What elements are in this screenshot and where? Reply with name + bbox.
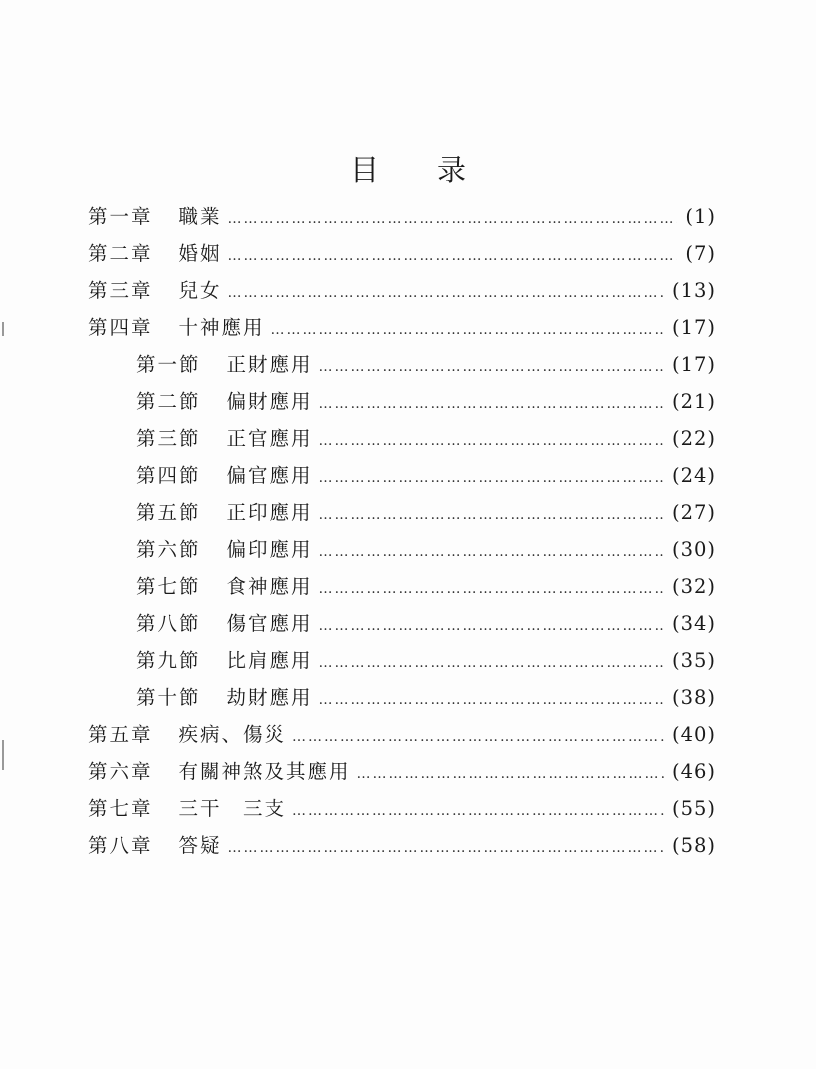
entry-title: 婚姻 [178,242,222,265]
toc-subentry[interactable] [88,494,716,531]
entry-title: 兒女 [178,279,222,302]
page-number: (38) [671,686,716,709]
page-number: (46) [671,760,716,783]
toc-subentry[interactable] [88,568,716,605]
toc-subentry[interactable] [88,383,716,420]
chapter-label: 第五章 [88,723,153,746]
entry-title: 正財應用 [226,353,313,376]
section-label: 第一節 [136,353,201,376]
dot-leader [319,497,664,534]
dot-leader [319,608,664,645]
section-label: 第十節 [136,686,201,709]
section-label: 第七節 [136,575,201,598]
toc-subentry[interactable] [88,531,716,568]
page-number: (30) [671,538,716,561]
page-number: (27) [671,501,716,524]
page-number: (13) [671,279,716,302]
entry-title: 疾病、傷災 [178,723,287,746]
toc-entry[interactable] [88,235,716,272]
toc-subentry[interactable] [88,642,716,679]
chapter-label: 第四章 [88,316,153,339]
section-label: 第八節 [136,612,201,635]
page-number: (35) [671,649,716,672]
section-label: 第九節 [136,649,201,672]
page-number: (40) [671,723,716,746]
scan-edge-mark [2,322,4,336]
dot-leader [319,682,664,719]
entry-title: 劫財應用 [226,686,313,709]
scan-edge-mark [2,740,4,770]
page-number: (22) [671,427,716,450]
dot-leader [271,312,664,349]
dot-leader [228,275,664,312]
page-number: (17) [671,316,716,339]
dot-leader [228,201,678,238]
chapter-label: 第一章 [88,205,153,228]
entry-title: 傷官應用 [226,612,313,635]
page-number: (34) [671,612,716,635]
entry-title: 有關神煞及其應用 [178,760,351,783]
toc-subentry[interactable] [88,420,716,457]
entry-title: 正官應用 [226,427,313,450]
page-number: (17) [671,353,716,376]
dot-leader [319,645,664,682]
chapter-label: 第八章 [88,834,153,857]
entry-title: 偏財應用 [226,390,313,413]
toc-entry[interactable] [88,716,716,753]
section-label: 第四節 [136,464,201,487]
toc-subentry[interactable] [88,346,716,383]
dot-leader [228,238,678,275]
toc-subentry[interactable] [88,679,716,716]
page-number: (21) [671,390,716,413]
dot-leader [319,571,664,608]
entry-title: 食神應用 [226,575,313,598]
toc-subentry[interactable] [88,457,716,494]
entry-title: 三干 三支 [178,797,287,820]
entry-title: 答疑 [178,834,222,857]
section-label: 第三節 [136,427,201,450]
dot-leader [357,756,664,793]
page-number: (55) [671,797,716,820]
entry-title: 偏印應用 [226,538,313,561]
toc-entry[interactable] [88,309,716,346]
dot-leader [292,793,664,830]
entry-title: 偏官應用 [226,464,313,487]
page-number: (32) [671,575,716,598]
table-of-contents [88,198,716,864]
dot-leader [319,460,664,497]
page-number: (1) [685,205,716,228]
page-number: (24) [671,464,716,487]
dot-leader [319,423,664,460]
section-label: 第五節 [136,501,201,524]
section-label: 第六節 [136,538,201,561]
entry-title: 正印應用 [226,501,313,524]
toc-entry[interactable] [88,272,716,309]
toc-entry[interactable] [88,198,716,235]
toc-entry[interactable] [88,827,716,864]
entry-title: 十神應用 [178,316,265,339]
chapter-label: 第二章 [88,242,153,265]
page-number: (7) [685,242,716,265]
chapter-label: 第三章 [88,279,153,302]
dot-leader [319,534,664,571]
page-number: (58) [671,834,716,857]
dot-leader [228,830,664,867]
entry-title: 比肩應用 [226,649,313,672]
dot-leader [319,386,664,423]
section-label: 第二節 [136,390,201,413]
dot-leader [292,719,664,756]
chapter-label: 第七章 [88,797,153,820]
chapter-label: 第六章 [88,760,153,783]
toc-entry[interactable] [88,790,716,827]
entry-title: 職業 [178,205,222,228]
toc-entry[interactable] [88,753,716,790]
page-title: 目录 [349,153,524,187]
dot-leader [319,349,664,386]
toc-subentry[interactable] [88,605,716,642]
